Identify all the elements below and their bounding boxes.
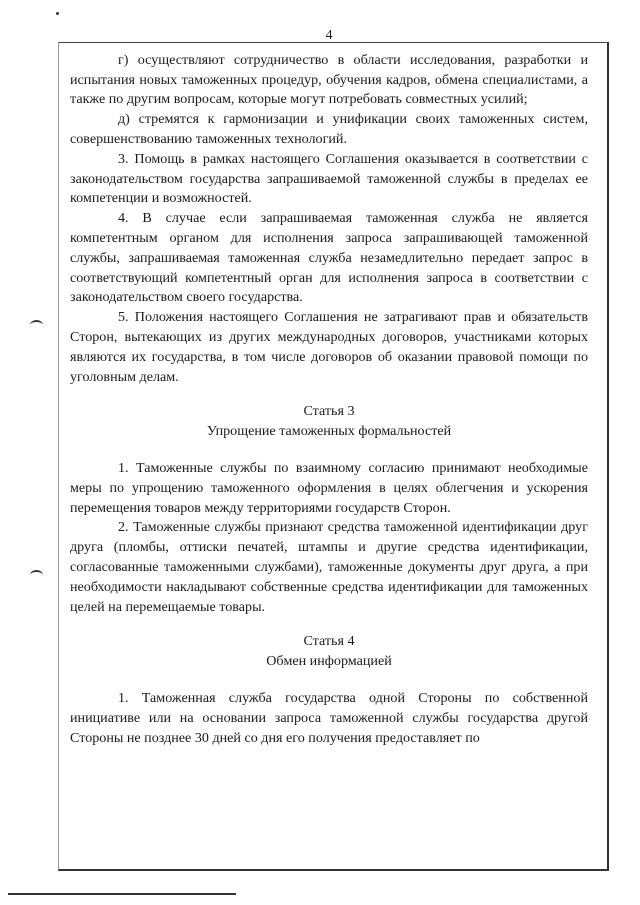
paragraph-g: г) осуществляют сотрудничество в области исследования, разработки и испытания новых таможенных процедур, обучения кадров, обмена специалистами, а также по другим вопросам, которые могут потребовать совместных усилий; <box>70 51 588 108</box>
article-3-paragraph-1: 1. Таможенные службы по взаимному согласию принимают необходимые меры по упрощению таможенного оформления в целях облегчения и ускорения перемещения товаров между территориями государств Сторон. <box>70 459 588 516</box>
paragraph-3: 3. Помощь в рамках настоящего Соглашения оказывается в соответствии с законодательством государства запрашиваемой таможенной службы в пределах ее компетенции и возможностей. <box>70 150 588 207</box>
binding-hole-mark <box>30 570 43 580</box>
paragraph-d: д) стремятся к гармонизации и унификации своих таможенных систем, совершенствованию таможенных технологий. <box>70 111 588 147</box>
article-3-paragraph-2: 2. Таможенные службы признают средства таможенной идентификации друг друга (пломбы, оттиски печатей, штампы и другие средства идентификации, согласованные таможенными службами), таможенные документы друг друга, а при необходимости накладывают собственные средства идентификации для таможенных целей на перемещаемые товары. <box>70 519 588 615</box>
article-4-paragraph-1: 1. Таможенная служба государства одной Стороны по собственной инициативе или на основании запроса таможенной службы государства другой Стороны не позднее 30 дней со дня его получения предоставляет по <box>70 689 588 746</box>
paragraph-4: 4. В случае если запрашиваемая таможенная служба не является компетентным органом для исполнения запроса запрашивающей таможенной службы, запрашиваемая таможенная служба незамедлительно передает запрос в соответствующий компетентный орган для исполнения запроса в соответствии с законодательством своего государства. <box>70 210 588 306</box>
document-page <box>70 26 588 748</box>
article-4-title: Обмен информацией <box>266 653 392 670</box>
article-3-title: Упрощение таможенных формальностей <box>206 423 452 440</box>
binding-hole-mark <box>30 320 43 330</box>
paragraph-5: 5. Положения настоящего Соглашения не затрагивают прав и обязательств Сторон, вытекающих из других международных договоров, участниками которых являются их государства, в том числе договоров об оказании правовой помощи по уголовным делам. <box>70 309 588 385</box>
article-4-number: Статья 4 <box>303 633 355 650</box>
scan-edge-line <box>8 893 236 895</box>
page-number: 4 <box>325 27 333 43</box>
scan-speck <box>56 12 59 15</box>
article-3-number: Статья 3 <box>303 403 355 420</box>
